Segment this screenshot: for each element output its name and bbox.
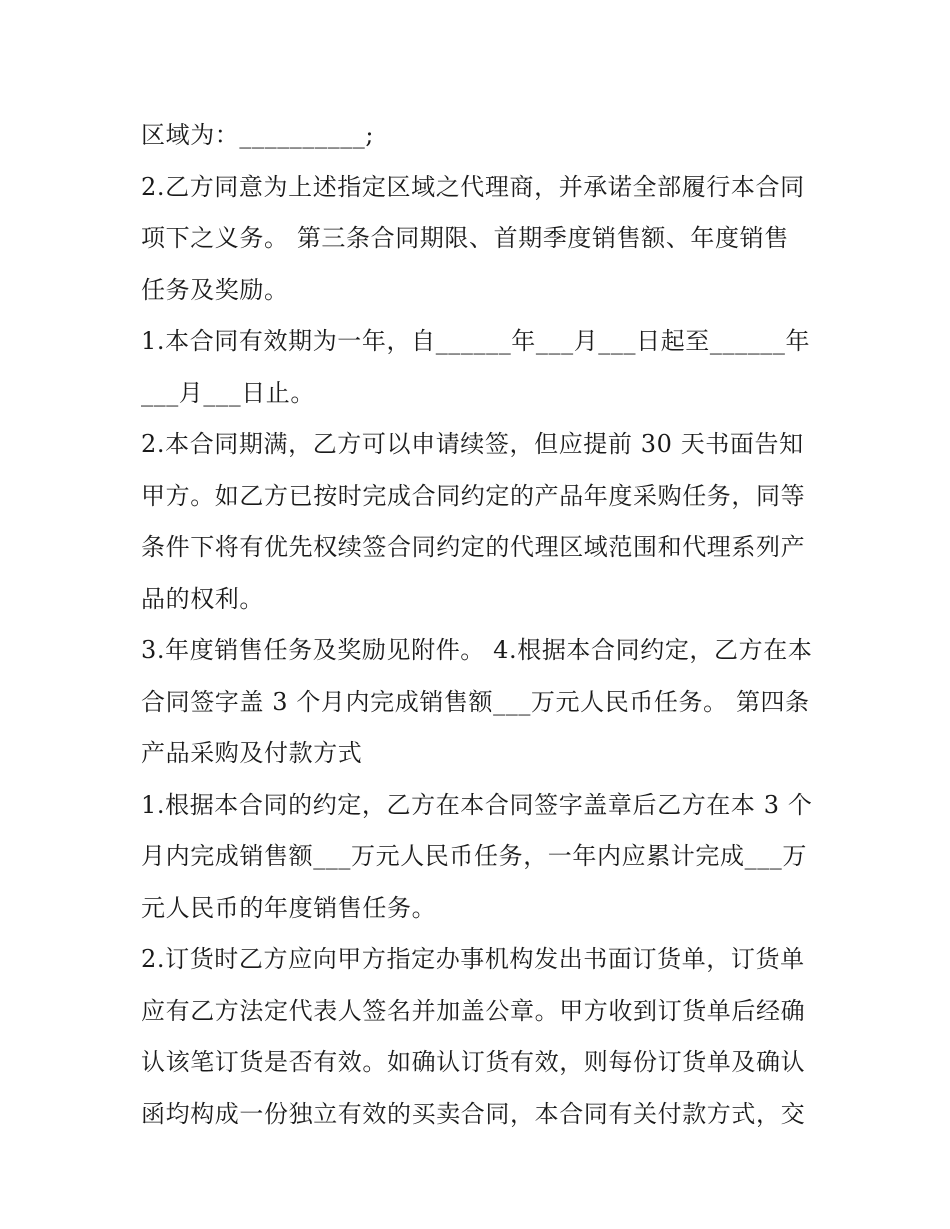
text-line: 函均构成一份独立有效的买卖合同，本合同有关付款方式，交 <box>141 1099 806 1128</box>
text-line: 应有乙方法定代表人签名并加盖公章。甲方收到订货单后经确 <box>141 996 806 1025</box>
text-line: 元人民币的年度销售任务。 <box>141 893 437 922</box>
text-line: 2.乙方同意为上述指定区域之代理商，并承诺全部履行本合同 <box>141 172 805 201</box>
text-line: 品的权利。 <box>141 584 264 613</box>
text-line: ___月___日止。 <box>141 378 315 407</box>
text-line: 月内完成销售额___万元人民币任务，一年内应累计完成___万 <box>141 842 807 870</box>
text-line: 任务及奖励。 <box>141 275 289 304</box>
text-line: 产品采购及付款方式 <box>141 739 363 767</box>
text-line: 认该笔订货是否有效。如确认订货有效，则每份订货单及确认 <box>141 1048 806 1076</box>
text-line: 2.本合同期满，乙方可以申请续签，但应提前 30 天书面告知 <box>141 430 804 458</box>
document-body <box>141 110 816 1140</box>
text-line: 项下之义务。 第三条合同期限、首期季度销售额、年度销售 <box>141 224 789 252</box>
text-line: 条件下将有优先权续签合同约定的代理区域范围和代理系列产 <box>141 533 806 561</box>
text-line: 1.本合同有效期为一年，自______年___月___日起至______年 <box>141 327 811 355</box>
text-line: 1.根据本合同的约定，乙方在本合同签字盖章后乙方在本 3 个 <box>141 790 813 819</box>
text-line: 合同签字盖 3 个月内完成销售额___万元人民币任务。 第四条 <box>141 687 810 716</box>
text-line: 甲方。如乙方已按时完成合同约定的产品年度采购任务，同等 <box>141 481 806 510</box>
text-line: 3.年度销售任务及奖励见附件。 4.根据本合同约定，乙方在本 <box>141 636 813 664</box>
text-line: 2.订货时乙方应向甲方指定办事机构发出书面订货单，订货单 <box>141 945 805 973</box>
text-line: 区域为：__________; <box>141 121 375 149</box>
